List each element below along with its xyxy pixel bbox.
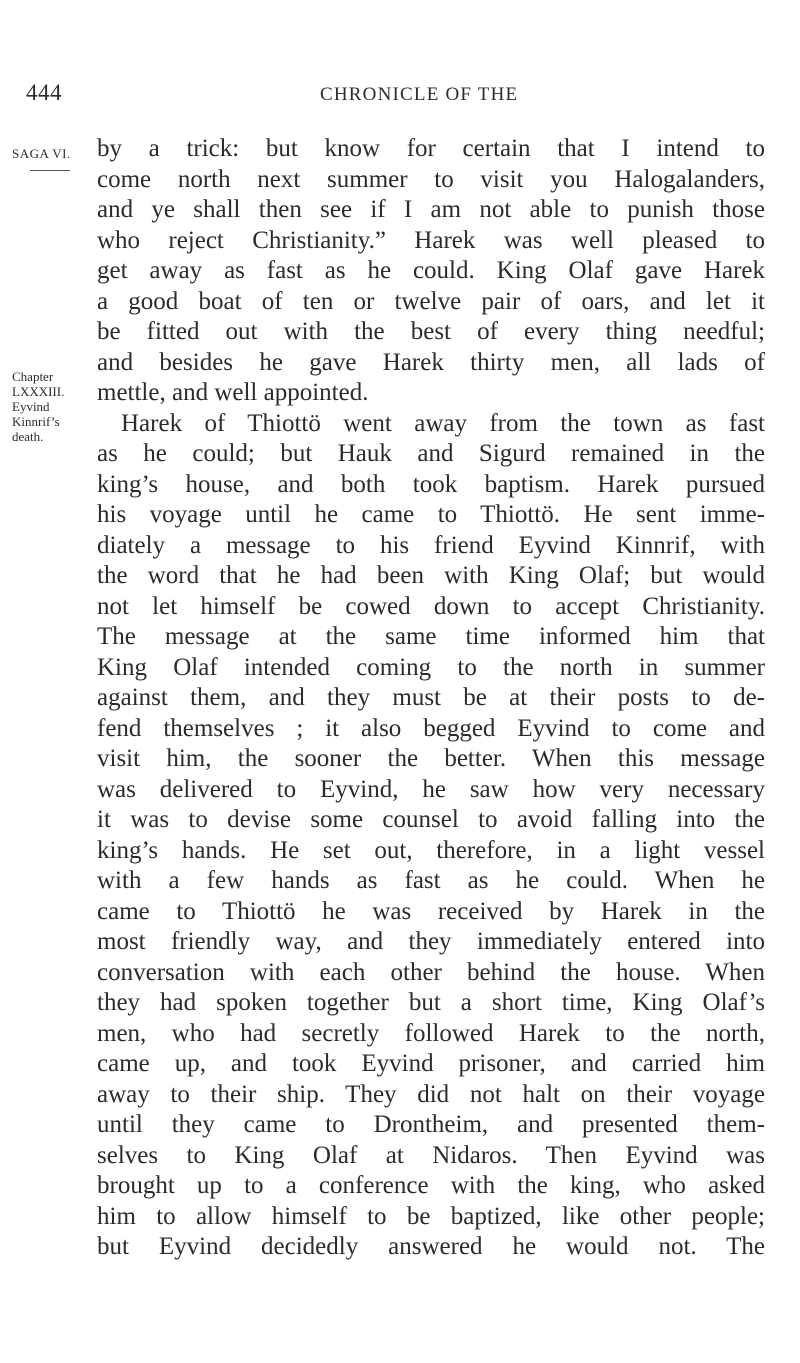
text-line: they had spoken together but a short time, King Olaf’s <box>97 989 765 1016</box>
text-line: was delivered to Eyvind, he saw how very necessary <box>97 775 765 803</box>
subject-line: Kinnrif’s <box>12 414 60 429</box>
chapter-number: LXXXIII. <box>12 384 65 399</box>
running-head: CHRONICLE OF THE <box>320 84 519 105</box>
margin-rule <box>30 170 70 171</box>
margin-note-chapter <box>12 369 88 444</box>
text-line: him to allow himself to be baptized, like other people; <box>97 1202 765 1230</box>
text-line: with a few hands as fast as he could. When he <box>97 867 765 894</box>
text-line: it was to devise some counsel to avoid falling into the <box>97 806 765 833</box>
text-line: diately a message to his friend Eyvind Kinnrif, with <box>97 531 765 559</box>
text-line: a good boat of ten or twelve pair of oars, and let it <box>97 287 765 315</box>
text-line: against them, and they must be at their posts to de- <box>97 684 765 711</box>
text-line: king’s hands. He set out, therefore, in a light vessel <box>97 836 765 864</box>
text-line: but Eyvind decidedly answered he would not. The <box>97 1233 765 1260</box>
text-line: be fitted out with the best of every thing needful; <box>97 318 765 345</box>
text-line: selves to King Olaf at Nidaros. Then Eyvind was <box>97 1141 765 1169</box>
chapter-label: Chapter <box>12 369 54 384</box>
text-line: visit him, the sooner the better. When this message <box>97 745 765 772</box>
text-line: came to Thiottö he was received by Harek in the <box>97 897 765 925</box>
text-line: conversation with each other behind the house. When <box>97 958 765 986</box>
text-line: King Olaf intended coming to the north in summer <box>97 653 765 681</box>
margin-note-saga: SAGA VI. <box>12 146 71 161</box>
text-line: and ye shall then see if I am not able to punish those <box>97 196 765 223</box>
text-line: fend themselves ; it also begged Eyvind to come and <box>97 714 765 742</box>
text-line: get away as fast as he could. King Olaf gave Harek <box>97 257 765 284</box>
body-text <box>97 134 765 1263</box>
text-line: and besides he gave Harek thirty men, all lads of <box>97 348 765 376</box>
text-line: who reject Christianity.” Harek was well pleased to <box>97 226 765 254</box>
text-line: king’s house, and both took baptism. Harek pursued <box>97 470 765 498</box>
text-line: by a trick: but know for certain that I intend to <box>97 135 765 162</box>
text-line: until they came to Drontheim, and presented them- <box>97 1111 765 1138</box>
subject-line: Eyvind <box>12 399 50 414</box>
text-line: brought up to a conference with the king, who asked <box>97 1172 765 1199</box>
text-line: his voyage until he came to Thiottö. He sent imme- <box>97 501 765 528</box>
text-line: not let himself be cowed down to accept Christianity. <box>97 592 765 620</box>
page-number: 444 <box>26 80 62 105</box>
text-line: the word that he had been with King Olaf; but would <box>97 562 765 589</box>
text-line: as he could; but Hauk and Sigurd remained in the <box>97 440 765 467</box>
text-line: came up, and took Eyvind prisoner, and carried him <box>97 1050 765 1077</box>
text-line: come north next summer to visit you Halogalanders, <box>97 165 765 193</box>
text-line: Harek of Thiottö went away from the town as fast <box>121 409 765 437</box>
text-line: most friendly way, and they immediately entered into <box>97 928 765 955</box>
text-line: The message at the same time informed him that <box>97 623 765 650</box>
text-line: men, who had secretly followed Harek to the north, <box>97 1019 765 1047</box>
text-line: away to their ship. They did not halt on their voyage <box>97 1080 765 1108</box>
subject-line: death. <box>12 429 44 444</box>
text-line: mettle, and well appointed. <box>97 379 369 406</box>
